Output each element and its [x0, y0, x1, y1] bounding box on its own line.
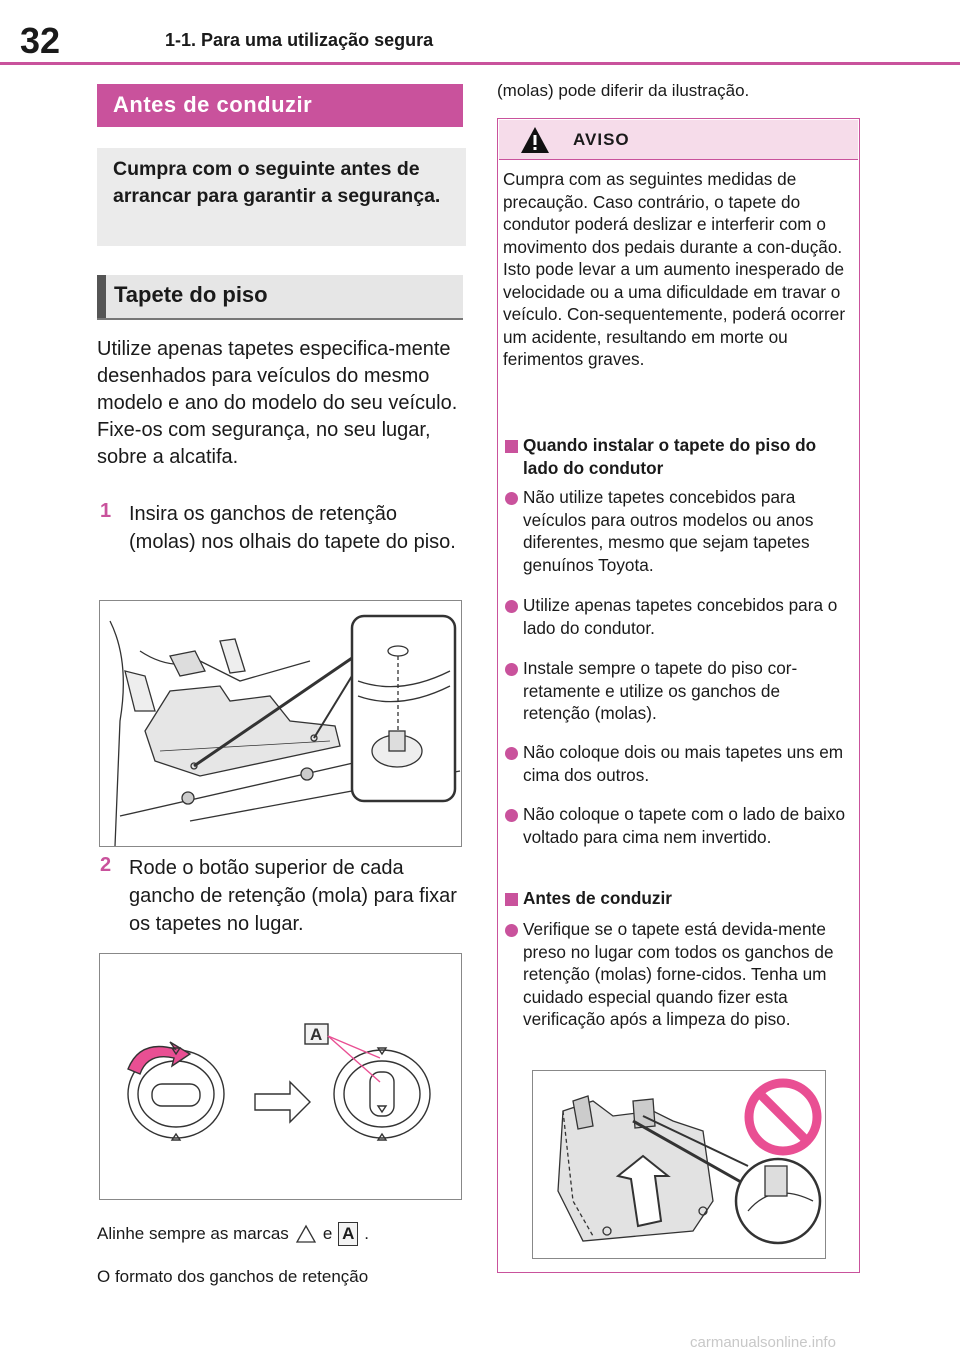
caption-end: .: [364, 1224, 370, 1243]
bullet-dot-icon: [505, 663, 518, 676]
step-2-number: 2: [100, 854, 112, 876]
hook-rotation-illustration: [99, 953, 462, 1200]
floor-mat-hook-illustration: [99, 600, 462, 847]
section-square-icon: [505, 893, 518, 906]
warning-section-1-title: Quando instalar o tapete do piso do lado do condutor: [523, 435, 817, 478]
floor-mat-title: Tapete do piso: [114, 282, 268, 307]
shape-note-continued: (molas) pode diferir da ilustração.: [497, 81, 750, 100]
warning-intro: Cumpra com as seguintes medidas de precaução. Caso contrário, o tapete do condutor poderá deslizar e interferir com o movimento dos pedais durante a con-dução. Isto pode levar a um aumento inesperado de velocidade ou a uma dificuldade em travar o veículo. Con-sequentemente, poderá ocorrer um acidente, resultando em morte ou ferimentos graves.: [503, 169, 846, 369]
step-1-text: Insira os ganchos de retenção (molas) nos olhais do tapete do piso.: [129, 503, 456, 553]
warning-triangle-icon: [519, 125, 551, 155]
bullet-dot-icon: [505, 809, 518, 822]
caption-text: Alinhe sempre as marcas: [97, 1224, 289, 1243]
caption-conjunction: e: [322, 1224, 333, 1243]
step-1-number: 1: [100, 500, 112, 522]
watermark: carmanualsonline.info: [690, 1334, 836, 1351]
alignment-caption: [97, 1222, 369, 1246]
warning-item: Utilize apenas tapetes concebidos para o lado do condutor.: [523, 595, 838, 638]
triangle-mark-icon: [295, 1224, 317, 1244]
intro-text: Cumpra com o seguinte antes de arrancar para garantir a segurança.: [113, 158, 441, 207]
warning-title: AVISO: [573, 130, 630, 149]
bullet-dot-icon: [505, 600, 518, 613]
page-number: 32: [20, 20, 61, 61]
warning-section-2-title: Antes de conduzir: [523, 888, 672, 908]
shape-note: O formato dos ganchos de retenção: [97, 1267, 369, 1286]
warning-item: Não utilize tapetes concebidos para veículos para outros modelos ou anos diferentes, mesmo que sejam tapetes genuínos Toyota.: [523, 487, 814, 575]
warning-item: Não coloque o tapete com o lado de baixo voltado para cima nem invertido.: [523, 804, 846, 847]
svg-text:A: A: [310, 1025, 323, 1044]
prohibited-mat-illustration: [532, 1070, 826, 1259]
bullet-dot-icon: [505, 492, 518, 505]
bullet-dot-icon: [505, 924, 518, 937]
floor-mat-body: Utilize apenas tapetes especifica-mente desenhados para veículos do mesmo modelo e ano do modelo do seu veículo. Fixe-os com segurança, no seu lugar, sobre a alcatifa.: [97, 338, 458, 468]
bullet-dot-icon: [505, 747, 518, 760]
warning-item: Verifique se o tapete está devida-mente preso no lugar com todos os ganchos de retenção (molas) forne-cidos. Tenha um cuidado especial quando fizer esta verificação após a limpeza do piso.: [523, 919, 834, 1029]
floor-mat-title-rule: [97, 318, 463, 320]
warning-header: [499, 120, 858, 160]
warning-item: Não coloque dois ou mais tapetes uns em cima dos outros.: [523, 742, 844, 785]
header-rule: [0, 62, 960, 65]
mark-a-icon: A: [338, 1222, 358, 1246]
intro-title: Antes de conduzir: [113, 92, 313, 117]
section-square-icon: [505, 440, 518, 453]
warning-item: Instale sempre o tapete do piso cor-retamente e utilize os ganchos de retenção (molas).: [523, 658, 798, 723]
step-2-text: Rode o botão superior de cada gancho de retenção (mola) para fixar os tapetes no lugar.: [129, 857, 457, 935]
section-header: 1-1. Para uma utilização segura: [165, 30, 434, 50]
